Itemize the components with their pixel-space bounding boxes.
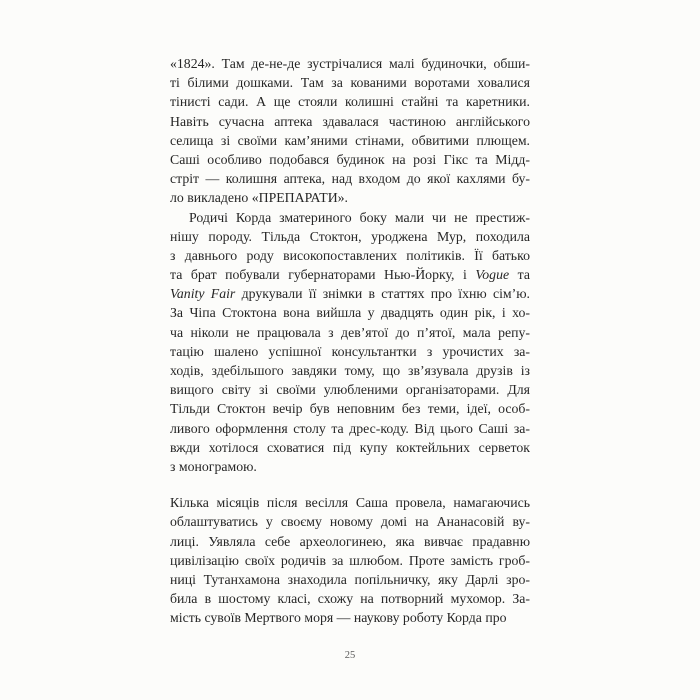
text-segment: вищого світу зі своїми улюбленими організаторами. Для bbox=[170, 382, 530, 398]
paragraph bbox=[170, 54, 530, 208]
text-segment: з монограмою. bbox=[170, 458, 257, 474]
text-line bbox=[170, 303, 530, 322]
text-line bbox=[170, 227, 530, 246]
text-segment: вжди хотілося сховатися під купу коктейльних серветок bbox=[170, 439, 530, 455]
text-segment: мість сувоїв Мертвого моря — наукову роботу Корда про bbox=[170, 610, 507, 626]
text-line bbox=[170, 380, 530, 399]
text-line bbox=[170, 92, 530, 111]
text-segment: з давнього роду високопоставлених політиків. Її батько bbox=[170, 247, 530, 263]
text-segment: тінисті сади. А ще стояли колишні стайні та каретники. bbox=[170, 94, 530, 110]
text-line bbox=[170, 551, 530, 570]
text-line bbox=[170, 608, 530, 627]
text-line bbox=[170, 493, 530, 512]
text-segment: ниці Тутанхамона знаходила попільничку, яку Дарлі зро- bbox=[170, 571, 530, 587]
text-line bbox=[170, 112, 530, 131]
text-segment: тацію шалено успішної консультантки з урочистих за- bbox=[170, 343, 530, 359]
text-line bbox=[170, 150, 530, 169]
text-segment: облаштуватись у своєму новому домі на Ананасовій ву- bbox=[170, 514, 530, 530]
text-line bbox=[170, 131, 530, 150]
text-segment: Родичі Корда зматериного боку мали чи не престиж- bbox=[189, 209, 530, 225]
text-segment: ча ніколи не працювала з дев’ятої до п’ятої, мала репу- bbox=[170, 324, 530, 340]
text-segment: селища зі своїми кам’яними стінами, обвитими плющем. bbox=[170, 132, 530, 148]
text-segment: била в шостому класі, схожу на потворний мухомор. За- bbox=[170, 591, 530, 607]
text-line bbox=[170, 512, 530, 531]
text-line bbox=[170, 73, 530, 92]
text-line bbox=[170, 532, 530, 551]
text-segment: друкували її знімки в статтях про їхню сім’ю. bbox=[235, 286, 530, 302]
text-segment: лиці. Уявляла себе археологинею, яка вивчає прадавню bbox=[170, 533, 530, 549]
text-segment: «1824». Там де-не-де зустрічалися малі будиночки, обши- bbox=[170, 56, 530, 71]
text-segment: нішу породу. Тільда Стоктон, уроджена Мур, походила bbox=[170, 228, 530, 244]
text-segment: Саші особливо подобався будинок на розі Гікс та Мідд- bbox=[170, 151, 530, 167]
text-segment: Тільди Стоктон вечір був неповним без теми, ідеї, особ- bbox=[170, 401, 530, 417]
text-line bbox=[170, 570, 530, 589]
text-segment: ливого оформлення столу та дрес-коду. Від цього Саші за- bbox=[170, 420, 530, 436]
paragraph bbox=[170, 208, 530, 477]
text-line bbox=[170, 188, 530, 207]
italic-text: Vanity Fair bbox=[170, 286, 236, 302]
text-line bbox=[170, 399, 530, 418]
text-line bbox=[170, 361, 530, 380]
italic-text: Vogue bbox=[475, 267, 510, 283]
text-segment: ті білими дошками. Там за кованими воротами ховалися bbox=[170, 75, 530, 91]
text-line bbox=[170, 169, 530, 188]
text-segment: та bbox=[509, 267, 530, 283]
text-segment: цивілізацію своїх родичів за шлюбом. Проте замість гроб- bbox=[170, 552, 530, 568]
text-segment: За Чіпа Стоктона вона вийшла у двадцять один рік, і хо- bbox=[170, 305, 530, 321]
text-segment: ло викладено «ПРЕПАРАТИ». bbox=[170, 190, 349, 206]
text-line bbox=[170, 457, 530, 476]
page-number: 25 bbox=[344, 650, 356, 661]
text-segment: ходів, здебільшого завдяки тому, що зв’язувала друзів із bbox=[170, 363, 530, 378]
text-line bbox=[170, 589, 530, 608]
text-line bbox=[170, 419, 530, 438]
text-segment: та брат побували губернаторами Нью-Йорку, і bbox=[170, 267, 476, 283]
text-line bbox=[170, 265, 530, 284]
paragraph bbox=[170, 493, 530, 627]
text-line bbox=[170, 323, 530, 342]
text-segment: Кілька місяців після весілля Саша провела, намагаючись bbox=[170, 495, 530, 511]
text-line bbox=[170, 438, 530, 457]
text-segment: стріт — колишня аптека, над входом до якої кахлями бу- bbox=[170, 171, 530, 187]
text-line bbox=[170, 246, 530, 265]
text-line bbox=[170, 54, 530, 73]
text-line bbox=[170, 208, 530, 227]
text-line bbox=[170, 342, 530, 361]
page-text bbox=[170, 54, 530, 627]
text-segment: Навіть сучасна аптека здавалася частиною англійського bbox=[170, 113, 530, 129]
text-line bbox=[170, 284, 530, 303]
